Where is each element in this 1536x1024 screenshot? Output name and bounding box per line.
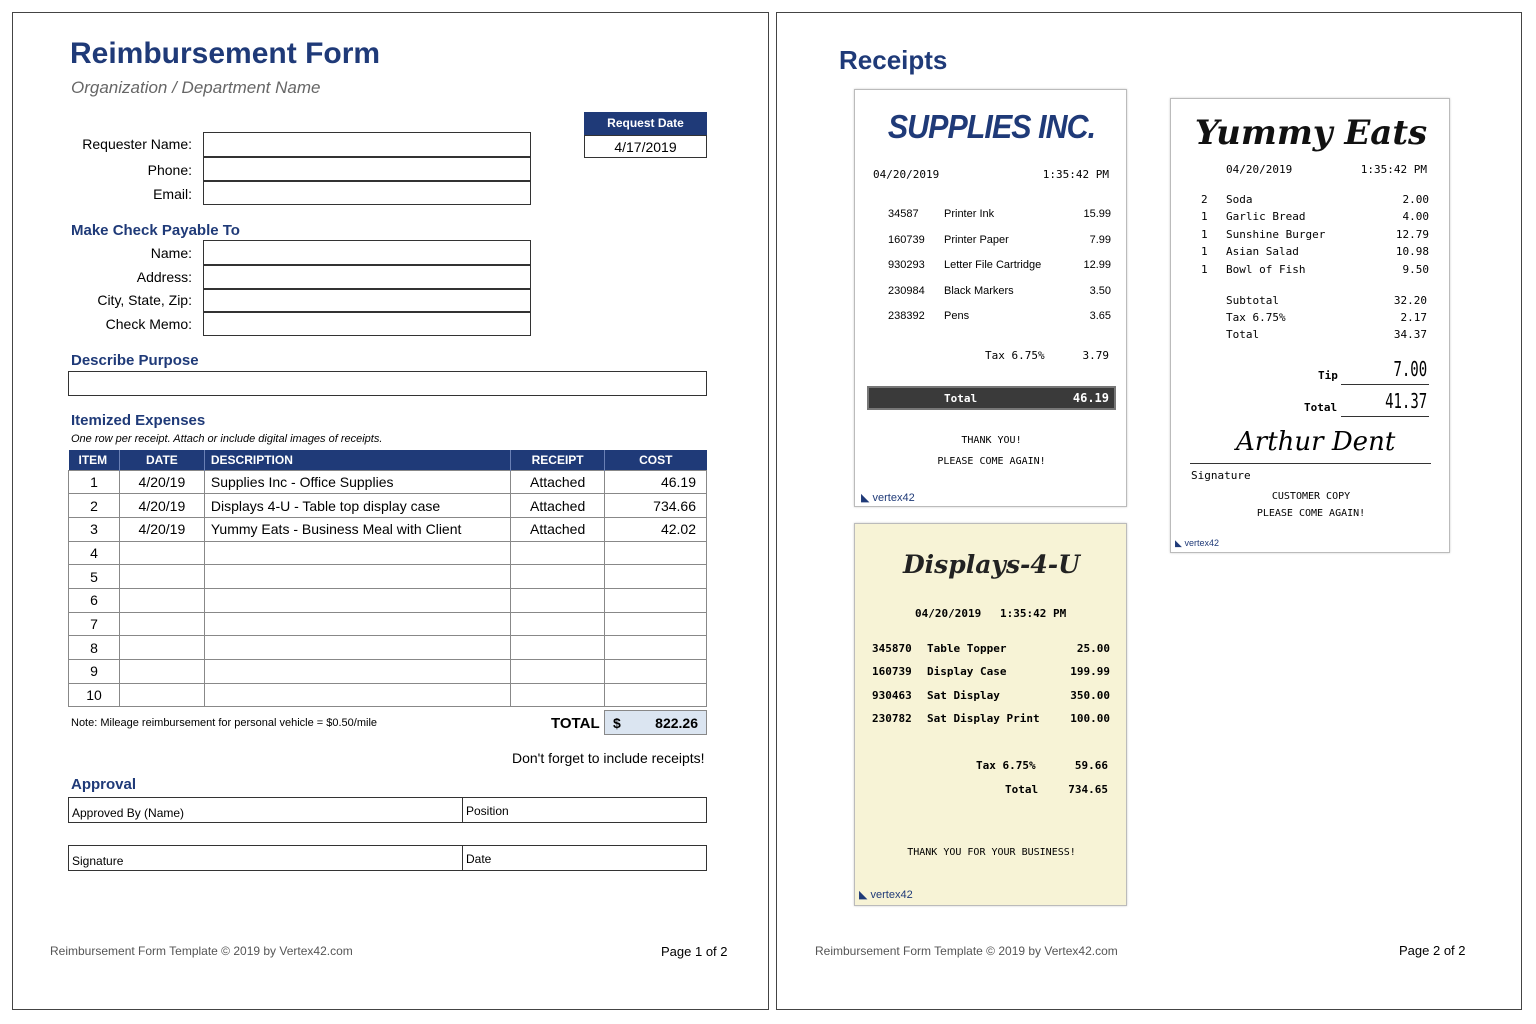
- yummy-tax: 2.17: [1400, 311, 1427, 324]
- item-amount: 9.50: [1402, 262, 1429, 276]
- description-cell[interactable]: Yummy Eats - Business Meal with Client: [204, 517, 510, 541]
- list-item: [855, 642, 1128, 665]
- list-item: [855, 310, 1128, 336]
- date-cell[interactable]: [119, 660, 204, 684]
- item-code: 160739: [888, 233, 925, 246]
- supplies-total: 46.19: [1072, 391, 1109, 405]
- displays-thanks: THANK YOU FOR YOUR BUSINESS!: [907, 847, 1076, 858]
- address-field[interactable]: [203, 265, 531, 289]
- list-item: [855, 712, 1128, 735]
- page1-footer: Reimbursement Form Template © 2019 by Vertex42.com: [50, 944, 353, 958]
- item-desc: Sat Display Print: [927, 711, 1040, 725]
- purpose-field[interactable]: [68, 371, 707, 396]
- table-row[interactable]: [69, 660, 707, 684]
- request-date-field[interactable]: 4/17/2019: [584, 135, 707, 158]
- item-cell: 9: [69, 660, 120, 684]
- receipts-title: Receipts: [839, 45, 948, 75]
- receipt-cell[interactable]: [511, 636, 605, 660]
- description-cell[interactable]: Supplies Inc - Office Supplies: [204, 470, 510, 494]
- email-label: Email:: [153, 186, 192, 202]
- item-qty: 1: [1201, 262, 1208, 276]
- item-cell: 8: [69, 636, 120, 660]
- description-cell[interactable]: Displays 4-U - Table top display case: [204, 494, 510, 518]
- date-cell[interactable]: [119, 612, 204, 636]
- item-desc: Garlic Bread: [1226, 210, 1306, 224]
- page2-number: Page 2 of 2: [1399, 943, 1466, 958]
- item-code: 34587: [888, 208, 919, 220]
- list-item: [855, 285, 1128, 311]
- item-desc: Display Case: [927, 665, 1007, 679]
- vertex42-icon: ◣: [859, 889, 868, 901]
- check-memo-label: Check Memo:: [105, 316, 192, 332]
- position-label: Position: [466, 804, 509, 818]
- date-cell[interactable]: [119, 541, 204, 565]
- item-amount: 199.99: [1070, 665, 1110, 679]
- description-cell[interactable]: [204, 660, 510, 684]
- date-cell[interactable]: [119, 636, 204, 660]
- table-row[interactable]: [69, 612, 707, 636]
- receipt-cell[interactable]: [511, 660, 605, 684]
- item-code: 230984: [888, 284, 925, 297]
- form-title: Reimbursement Form: [70, 37, 381, 70]
- item-cell: 5: [69, 565, 120, 589]
- vertex42-wordmark: vertex42: [872, 492, 915, 504]
- payable-heading: Make Check Payable To: [71, 222, 240, 239]
- total-currency: $: [613, 715, 621, 731]
- supplies-date: 04/20/2019: [873, 168, 940, 181]
- table-row[interactable]: [69, 494, 707, 518]
- supplies-thanks: THANK YOU!: [961, 435, 1022, 446]
- cost-cell[interactable]: [605, 660, 707, 684]
- receipt-cell[interactable]: Attached: [511, 470, 605, 494]
- item-cell: 6: [69, 588, 120, 612]
- item-amount: 12.79: [1395, 227, 1429, 241]
- supplies-tax-label: Tax 6.75%: [985, 349, 1045, 362]
- receipt-reminder: Don't forget to include receipts!: [512, 750, 705, 766]
- yummy-total-label: Total: [1226, 328, 1260, 341]
- cost-cell[interactable]: [605, 636, 707, 660]
- supplies-again: PLEASE COME AGAIN!: [937, 456, 1046, 467]
- item-cell: 4: [69, 541, 120, 565]
- date-field[interactable]: [462, 845, 707, 871]
- displays-logo: Displays-4-U: [903, 550, 1080, 579]
- date-cell[interactable]: 4/20/19: [119, 470, 204, 494]
- yummy-time: 1:35:42 PM: [1360, 163, 1427, 176]
- col-receipt: RECEIPT: [511, 450, 605, 470]
- table-row[interactable]: [69, 636, 707, 660]
- supplies-lines: [855, 208, 1128, 336]
- receipt-cell[interactable]: Attached: [511, 494, 605, 518]
- item-amount: 4.00: [1402, 210, 1429, 224]
- itemized-heading: Itemized Expenses: [71, 412, 206, 429]
- total-label: TOTAL: [551, 715, 600, 732]
- yummy-tip: 7.00: [1393, 357, 1427, 381]
- list-item: [855, 234, 1128, 260]
- purpose-heading: Describe Purpose: [71, 352, 199, 369]
- requester-name-label: Requester Name:: [82, 136, 192, 152]
- cost-cell[interactable]: 734.66: [605, 494, 707, 518]
- yummy-again: PLEASE COME AGAIN!: [1256, 508, 1366, 519]
- receipt-cell[interactable]: [511, 588, 605, 612]
- supplies-total-bar: [867, 386, 1116, 410]
- date-cell[interactable]: [119, 588, 204, 612]
- item-code: 160739: [872, 665, 912, 679]
- item-code: 930463: [872, 688, 912, 702]
- displays-tax: 59.66: [1074, 759, 1108, 772]
- yummy-logo: Yummy Eats: [1194, 113, 1428, 153]
- description-cell[interactable]: [204, 565, 510, 589]
- item-code: 345870: [872, 642, 912, 655]
- item-desc: Table Topper: [927, 642, 1007, 655]
- cost-cell[interactable]: [605, 612, 707, 636]
- position-field[interactable]: [462, 797, 707, 823]
- approved-by-label: Approved By (Name): [72, 806, 185, 820]
- check-memo-field[interactable]: [203, 312, 531, 336]
- list-item: [855, 208, 1128, 234]
- displays-total: 734.65: [1068, 783, 1108, 796]
- yummy-tip-label: Tip: [1318, 369, 1338, 382]
- vertex42-icon: ◣: [1175, 538, 1182, 548]
- list-item: [1171, 245, 1451, 262]
- item-desc: Black Markers: [944, 284, 1014, 297]
- approval-heading: Approval: [71, 776, 137, 793]
- item-amount: 10.98: [1395, 245, 1429, 259]
- col-date: DATE: [119, 450, 204, 470]
- cost-cell[interactable]: [605, 541, 707, 565]
- total-box: [604, 710, 707, 735]
- requester-name-field[interactable]: [203, 132, 531, 157]
- vertex42-logo: [861, 491, 915, 504]
- yummy-signature-line: [1190, 463, 1431, 464]
- item-desc: Asian Salad: [1226, 245, 1299, 259]
- item-code: 238392: [888, 310, 925, 322]
- supplies-tax: 3.79: [1082, 349, 1109, 362]
- item-desc: Printer Paper: [944, 233, 1009, 246]
- payee-name-label: Name:: [150, 245, 192, 261]
- description-cell[interactable]: [204, 588, 510, 612]
- city-state-zip-label: City, State, Zip:: [97, 292, 192, 308]
- item-desc: Printer Ink: [944, 208, 995, 220]
- signature-label: Signature: [72, 854, 124, 868]
- date-cell[interactable]: [119, 565, 204, 589]
- item-qty: 2: [1201, 193, 1208, 206]
- item-desc: Pens: [944, 310, 970, 322]
- yummy-lines: [1171, 193, 1451, 280]
- date-cell[interactable]: [119, 683, 204, 707]
- date-cell[interactable]: 4/20/19: [119, 494, 204, 518]
- supplies-total-label: Total: [944, 392, 978, 405]
- vertex42-wordmark: vertex42: [1184, 538, 1219, 548]
- item-code: 930293: [888, 259, 925, 271]
- displays-lines: [855, 642, 1128, 735]
- item-cell: 3: [69, 517, 120, 541]
- yummy-copy: CUSTOMER COPY: [1271, 491, 1351, 502]
- list-item: [855, 689, 1128, 712]
- phone-label: Phone:: [147, 162, 192, 178]
- displays-total-label: Total: [1005, 783, 1039, 796]
- vertex42-logo: [1175, 538, 1219, 549]
- supplies-logo: SUPPLIES INC.: [887, 108, 1096, 145]
- city-state-zip-field[interactable]: [203, 289, 531, 312]
- cost-cell[interactable]: 42.02: [605, 517, 707, 541]
- item-amount: 15.99: [1083, 208, 1111, 220]
- item-amount: 2.00: [1402, 193, 1429, 206]
- total-value: 822.26: [655, 715, 698, 731]
- date-label: Date: [466, 852, 492, 866]
- item-cell: 2: [69, 494, 120, 518]
- cost-cell[interactable]: [605, 565, 707, 589]
- supplies-time: 1:35:42 PM: [1042, 168, 1109, 181]
- item-qty: 1: [1201, 210, 1208, 224]
- item-desc: Soda: [1226, 193, 1253, 206]
- item-qty: 1: [1201, 245, 1208, 259]
- table-row[interactable]: [69, 588, 707, 612]
- table-row[interactable]: [69, 517, 707, 541]
- cost-cell[interactable]: [605, 683, 707, 707]
- list-item: [1171, 228, 1451, 245]
- vertex42-icon: ◣: [861, 492, 870, 504]
- receipt-cell[interactable]: [511, 683, 605, 707]
- item-amount: 350.00: [1070, 688, 1110, 702]
- yummy-grand: 41.37: [1384, 389, 1427, 413]
- item-desc: Letter File Cartridge: [944, 259, 1042, 271]
- table-row[interactable]: [69, 683, 707, 707]
- item-cell: 1: [69, 470, 120, 494]
- displays-time: 1:35:42 PM: [1000, 607, 1067, 620]
- vertex42-logo: [859, 888, 913, 901]
- email-field[interactable]: [203, 181, 531, 205]
- page2-footer: Reimbursement Form Template © 2019 by Vertex42.com: [815, 944, 1118, 958]
- expenses-table: [68, 450, 707, 707]
- yummy-tax-label: Tax 6.75%: [1226, 311, 1286, 324]
- item-amount: 7.99: [1089, 233, 1111, 246]
- request-date-header: Request Date: [584, 112, 707, 135]
- item-amount: 12.99: [1083, 259, 1111, 271]
- displays-tax-label: Tax 6.75%: [976, 759, 1036, 772]
- description-cell[interactable]: [204, 683, 510, 707]
- displays-receipt: [854, 523, 1127, 906]
- yummy-subtotal: 32.20: [1393, 294, 1427, 307]
- list-item: [855, 665, 1128, 688]
- yummy-date: 04/20/2019: [1226, 163, 1293, 176]
- table-row[interactable]: [69, 565, 707, 589]
- item-amount: 100.00: [1070, 711, 1110, 725]
- item-qty: 1: [1201, 227, 1208, 241]
- cost-cell[interactable]: 46.19: [605, 470, 707, 494]
- description-cell[interactable]: [204, 636, 510, 660]
- list-item: [1171, 263, 1451, 280]
- item-amount: 3.65: [1089, 310, 1111, 322]
- item-code: 230782: [872, 711, 912, 725]
- payee-name-field[interactable]: [203, 240, 531, 265]
- yummy-subtotal-label: Subtotal: [1226, 294, 1279, 307]
- vertex42-wordmark: vertex42: [870, 889, 913, 901]
- receipt-cell[interactable]: [511, 612, 605, 636]
- yummy-receipt: [1170, 98, 1450, 553]
- signature-field[interactable]: [68, 845, 463, 871]
- col-description: DESCRIPTION: [204, 450, 510, 470]
- list-item: [1171, 193, 1451, 210]
- description-cell[interactable]: [204, 541, 510, 565]
- receipt-cell[interactable]: Attached: [511, 517, 605, 541]
- approved-by-field[interactable]: [68, 797, 463, 823]
- yummy-grand-label: Total: [1304, 401, 1338, 414]
- description-cell[interactable]: [204, 612, 510, 636]
- itemized-note: One row per receipt. Attach or include digital images of receipts.: [71, 433, 383, 445]
- cost-cell[interactable]: [605, 588, 707, 612]
- item-amount: 25.00: [1076, 642, 1110, 655]
- table-row[interactable]: [69, 541, 707, 565]
- displays-date: 04/20/2019: [915, 607, 982, 620]
- item-cell: 7: [69, 612, 120, 636]
- mileage-note: Note: Mileage reimbursement for personal vehicle = $0.50/mile: [71, 717, 378, 729]
- receipt-cell[interactable]: [511, 541, 605, 565]
- item-amount: 3.50: [1089, 284, 1111, 297]
- col-cost: COST: [605, 450, 707, 470]
- page1-number: Page 1 of 2: [661, 944, 728, 959]
- yummy-tip-line: [1341, 384, 1429, 385]
- list-item: [855, 259, 1128, 285]
- phone-field[interactable]: [203, 157, 531, 181]
- item-cell: 10: [69, 683, 120, 707]
- yummy-signature-label: Signature: [1191, 469, 1251, 482]
- table-row[interactable]: [69, 470, 707, 494]
- list-item: [1171, 210, 1451, 227]
- yummy-grand-line: [1341, 416, 1429, 417]
- receipt-cell[interactable]: [511, 565, 605, 589]
- supplies-receipt: [854, 89, 1127, 507]
- item-desc: Bowl of Fish: [1226, 262, 1306, 276]
- date-cell[interactable]: 4/20/19: [119, 517, 204, 541]
- yummy-total: 34.37: [1393, 328, 1427, 341]
- item-desc: Sunshine Burger: [1226, 227, 1326, 241]
- org-name: Organization / Department Name: [71, 78, 321, 97]
- col-item: ITEM: [69, 450, 120, 470]
- item-desc: Sat Display: [927, 688, 1000, 702]
- yummy-signer: Arthur Dent: [1236, 427, 1396, 457]
- address-label: Address:: [136, 269, 192, 285]
